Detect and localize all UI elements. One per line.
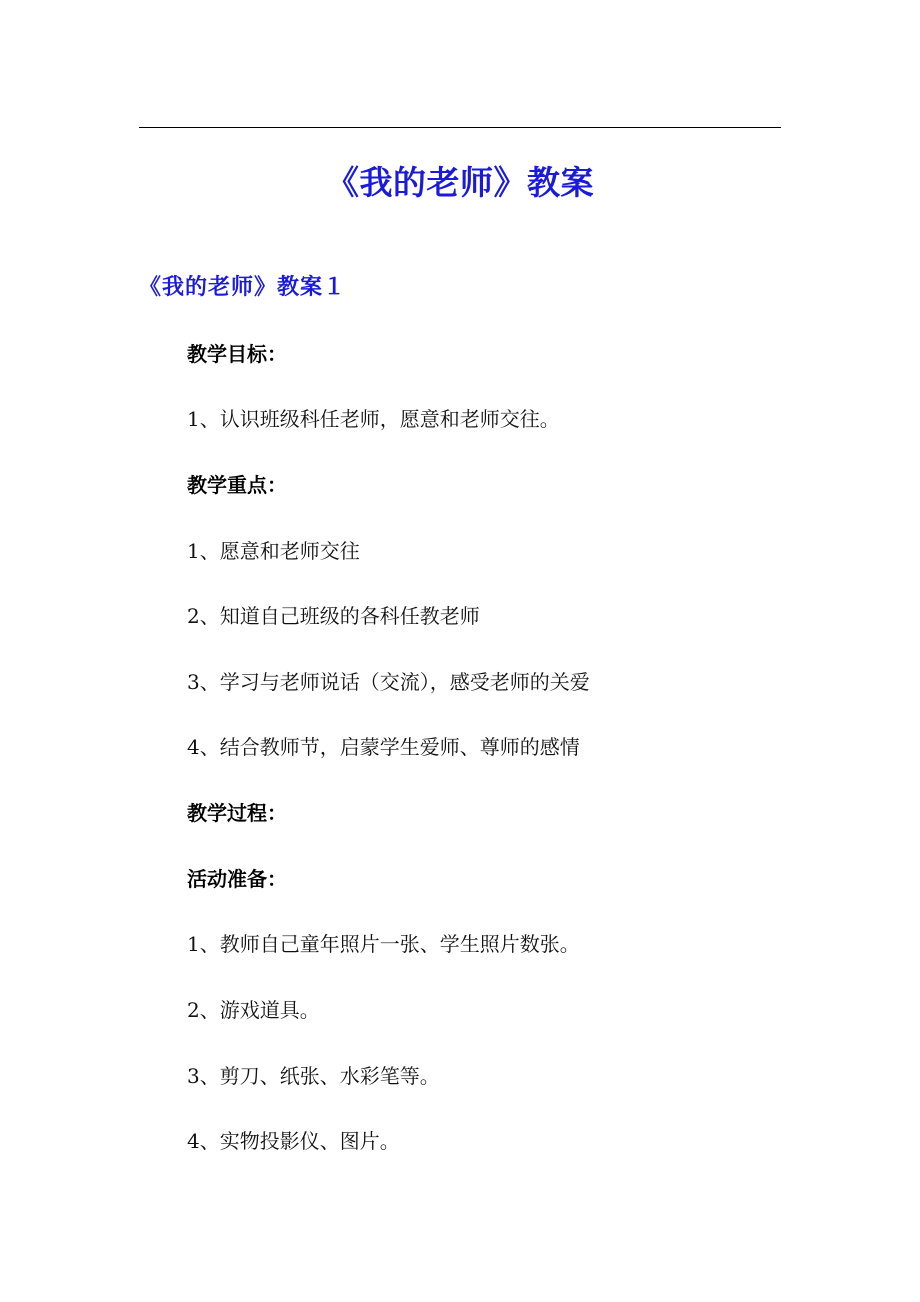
heading-teaching-focus: 教学重点： <box>187 473 287 497</box>
focus-item-2: 2、知道自己班级的各科任教老师 <box>187 604 480 628</box>
preparation-item-2: 2、游戏道具。 <box>187 998 320 1022</box>
preparation-item-1: 1、教师自己童年照片一张、学生照片数张。 <box>187 932 580 956</box>
heading-activity-preparation: 活动准备： <box>187 867 287 891</box>
document-title: 《我的老师》教案 <box>326 163 594 202</box>
focus-item-3: 3、学习与老师说话（交流），感受老师的关爱 <box>187 670 590 694</box>
header-rule <box>139 127 781 128</box>
preparation-item-4: 4、实物投影仪、图片。 <box>187 1129 400 1153</box>
focus-item-1: 1、愿意和老师交往 <box>187 539 360 563</box>
preparation-item-3: 3、剪刀、纸张、水彩笔等。 <box>187 1064 440 1088</box>
goal-item-1: 1、认识班级科任老师，愿意和老师交往。 <box>187 407 560 431</box>
section-title: 《我的老师》教案１ <box>139 275 347 300</box>
heading-teaching-process: 教学过程： <box>187 801 287 825</box>
focus-item-4: 4、结合教师节，启蒙学生爱师、尊师的感情 <box>187 735 580 759</box>
heading-teaching-goals: 教学目标： <box>187 342 287 366</box>
